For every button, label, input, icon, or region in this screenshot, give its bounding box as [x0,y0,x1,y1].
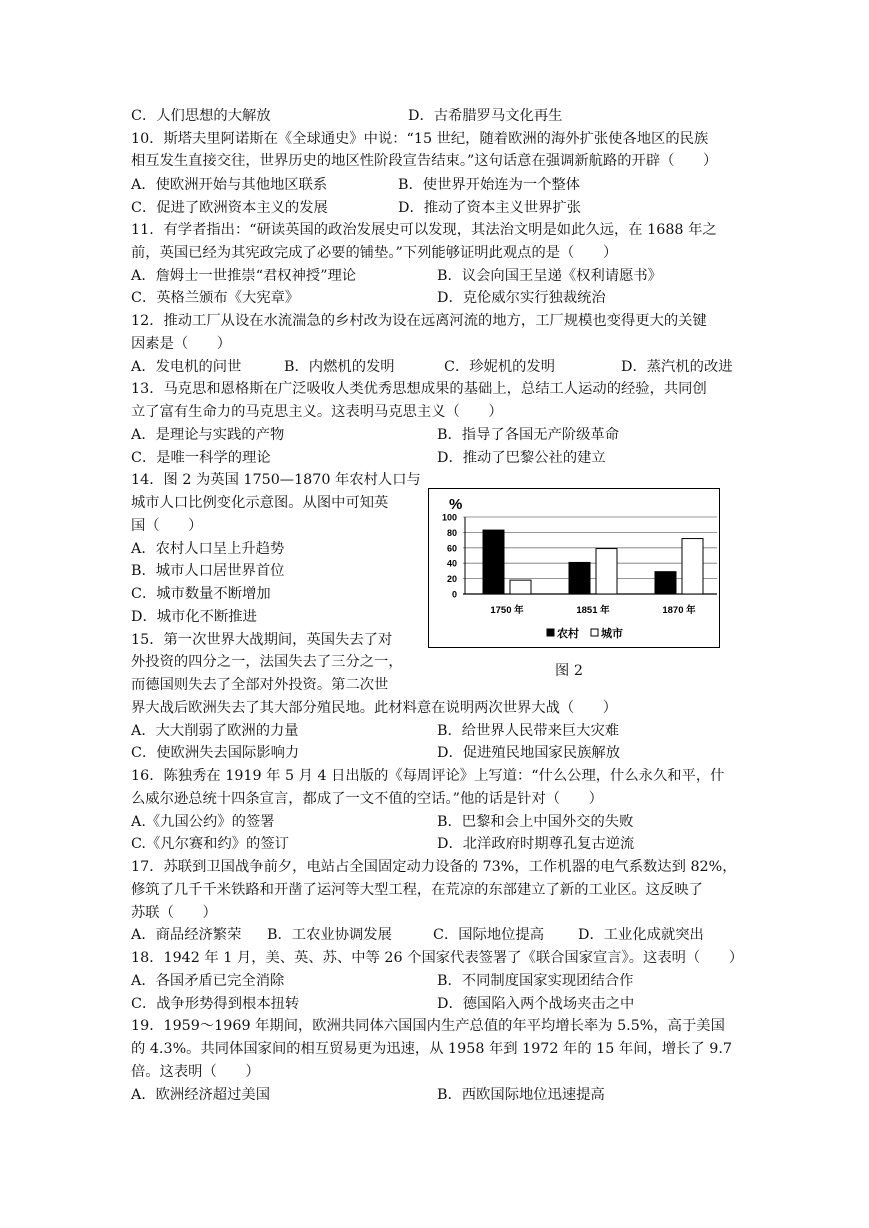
q14-option-d: D．城市化不断推进 [131,609,257,625]
q17-stem-line1: 17．苏联到卫国战争前夕，电站占全国固定动力设备的 73%，工作机器的电气系数达到 82%， [131,859,737,875]
q12-stem-line2: 因素是（ ） [131,336,232,352]
q18-option-c: C．战争形势得到根本扭转 [131,996,300,1012]
bar-农村-2 [655,572,676,594]
q16-option-d: D．北洋政府时期尊孔复古逆流 [437,836,635,852]
legend-label-农村: 农村 [557,628,579,640]
legend-swatch-农村 [547,629,554,636]
q14-option-c: C．城市数量不断增加 [131,586,271,602]
q14-option-b: B．城市人口居世界首位 [131,563,285,579]
q17-option-b: B．工农业协调发展 [267,927,392,943]
population-ratio-chart [428,488,720,648]
q16-stem-line1: 16．陈独秀在 1919 年 5 月 4 日出版的《每周评论》上写道：“什么公理，什么永久和平，什 [131,768,725,784]
q12-option-d: D．蒸汽机的改进 [621,359,733,375]
q9-option-d: D．古希腊罗马文化再生 [408,108,563,124]
y-tick-label: 40 [446,558,457,569]
y-axis-unit-label: % [449,496,463,513]
q15-option-d: D．促进殖民地国家民族解放 [437,745,621,761]
y-tick-label: 20 [446,574,457,585]
bar-城市-1 [596,549,617,594]
q15-stem-line3: 而德国则失去了全部对外投资。第二次世 [131,677,389,693]
q19-stem-line3: 倍。这表明（ ） [131,1064,260,1080]
y-tick-label: 0 [451,589,457,600]
q18-option-d: D．德国陷入两个战场夹击之中 [437,996,635,1012]
q19-option-b: B．西欧国际地位迅速提高 [437,1087,605,1103]
q10-stem-line1: 10．斯塔夫里阿诺斯在《全球通史》中说：“15 世纪，随着欧洲的海外扩张使各地区的民族 [131,131,709,147]
q12-option-a: A．发电机的问世 [131,359,242,375]
q14-stem-line2: 城市人口比例变化示意图。从图中可知英 [131,495,389,511]
bar-城市-0 [510,580,531,594]
q18-option-a: A．各国矛盾已完全消除 [131,973,285,989]
q12-stem-line1: 12．推动工厂从设在水流湍急的乡村改为设在远离河流的地方，工厂规模也变得更大的关键 [131,313,707,329]
q13-option-d: D．推动了巴黎公社的建立 [437,450,606,466]
bar-城市-2 [682,539,703,594]
q14-option-a: A．农村人口呈上升趋势 [131,541,285,557]
legend-swatch-城市 [591,629,598,636]
q16-option-b: B．巴黎和会上中国外交的失败 [437,814,634,830]
q17-option-d: D．工业化成就突出 [578,927,704,943]
q16-option-a: A.《九国公约》的签署 [131,814,275,830]
q10-option-b: B．使世界开始连为一个整体 [398,177,581,193]
q10-option-d: D．推动了资本主义世界扩张 [398,200,582,216]
q17-stem-line3: 苏联（ ） [131,905,217,921]
q11-stem-line1: 11．有学者指出：“研读英国的政治发展史可以发现，其法治文明是如此久远，在 1688 年之 [131,222,717,238]
q17-option-a: A．商品经济繁荣 [131,927,242,943]
legend-label-城市: 城市 [601,628,623,640]
q13-stem-line1: 13．马克思和恩格斯在广泛吸收人类优秀思想成果的基础上，总结工人运动的经验，共同创 [131,381,707,397]
q13-option-c: C．是唯一科学的理论 [131,450,271,466]
q15-stem-line1: 15．第一次世界大战期间，英国失去了对 [131,632,393,648]
q12-option-c: C．珍妮机的发明 [444,359,556,375]
x-tick-label: 1750 年 [490,605,524,616]
q17-stem-line2: 修筑了几千千米铁路和开凿了运河等大型工程，在荒凉的东部建立了新的工业区。这反映了 [131,882,703,898]
q10-option-a: A．使欧洲开始与其他地区联系 [131,177,328,193]
q10-option-c: C．促进了欧洲资本主义的发展 [131,200,328,216]
q11-option-c: C．英格兰颁布《大宪章》 [131,290,300,306]
q14-stem-line3: 国（ ） [131,518,203,534]
q10-stem-line2: 相互发生直接交往，世界历史的地区性阶段宣告结束。”这句话意在强调新航路的开辟（ ） [131,153,718,169]
q15-stem-line2: 外投资的四分之一，法国失去了三分之一， [131,654,403,670]
q15-stem-line4: 界大战后欧洲失去了其大部分殖民地。此材料意在说明两次世界大战（ ） [131,700,618,716]
x-tick-label: 1870 年 [662,605,696,616]
bar-农村-1 [569,562,590,594]
q15-option-a: A．大大削弱了欧洲的力量 [131,723,299,739]
q19-option-a: A．欧洲经济超过美国 [131,1087,270,1103]
q19-stem-line1: 19．1959～1969 年期间，欧洲共同体六国国内生产总值的年平均增长率为 5.5%，高于美国 [131,1018,725,1034]
q12-option-b: B．内燃机的发明 [284,359,395,375]
q11-stem-line2: 前，英国已经为其宪政完成了必要的铺垫。”下列能够证明此观点的是（ ） [131,245,618,261]
q16-stem-line2: 么威尔逊总统十四条宣言，都成了一文不值的空话。”他的话是针对（ ） [131,791,603,807]
bar-农村-0 [483,530,504,594]
q9-option-c: C．人们思想的大解放 [131,108,271,124]
q14-stem-line1: 14．图 2 为英国 1750—1870 年农村人口与 [131,472,421,488]
q13-stem-line2: 立了富有生命力的马克思主义。这表明马克思主义（ ） [131,404,503,420]
y-tick-label: 80 [446,527,457,538]
q11-option-a: A．詹姆士一世推崇“君权神授”理论 [131,268,357,284]
q11-option-d: D．克伦威尔实行独裁统治 [437,290,606,306]
y-tick-label: 60 [446,543,457,554]
q17-option-c: C．国际地位提高 [433,927,545,943]
q18-option-b: B．不同制度国家实现团结合作 [437,973,634,989]
q15-option-b: B．给世界人民带来巨大灾难 [437,723,620,739]
q13-option-a: A．是理论与实践的产物 [131,427,285,443]
chart-canvas [429,489,718,646]
x-tick-label: 1851 年 [576,605,610,616]
q15-option-c: C．使欧洲失去国际影响力 [131,745,300,761]
y-tick-label: 100 [441,512,457,523]
figure-caption: 图 2 [555,663,583,679]
q13-option-b: B．指导了各国无产阶级革命 [437,427,620,443]
q11-option-b: B．议会向国王呈递《权利请愿书》 [437,268,662,284]
q16-option-c: C.《凡尔赛和约》的签订 [131,836,289,852]
q19-stem-line2: 的 4.3%。共同体国家间的相互贸易更为迅速，从 1958 年到 1972 年的 15 年间，增长了 9.7 [131,1041,732,1057]
q18-stem-line1: 18．1942 年 1 月，美、英、苏、中等 26 个国家代表签署了《联合国家宣言》。这表明（ ） [131,950,744,966]
